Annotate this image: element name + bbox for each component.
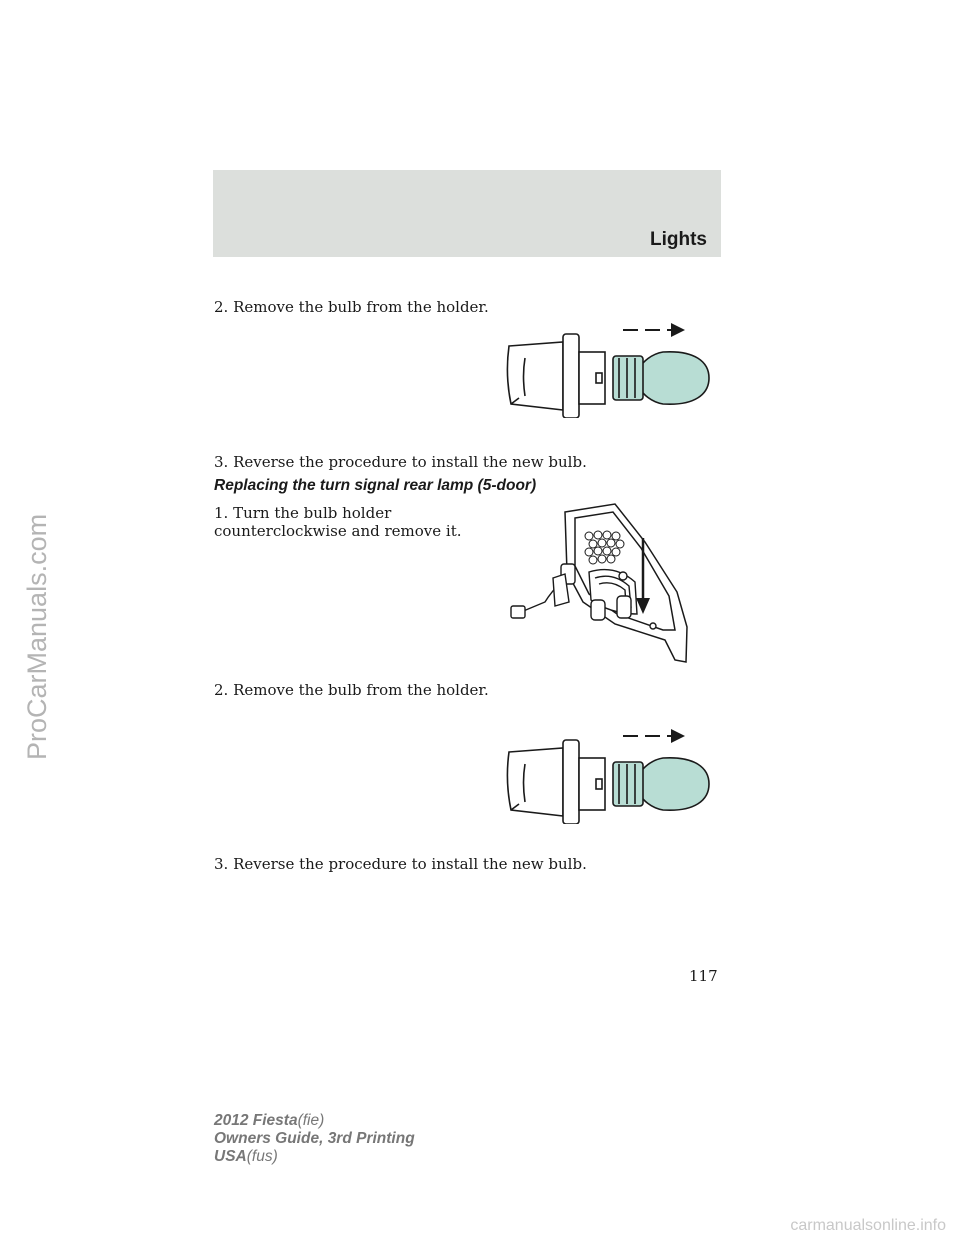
holder-flange bbox=[563, 334, 579, 418]
step-reverse-1: 3. Reverse the procedure to install the new bulb. bbox=[214, 453, 587, 471]
footer-model-code: (fie) bbox=[297, 1112, 325, 1129]
section-title: Lights bbox=[650, 229, 707, 250]
side-watermark: ProCarManuals.com bbox=[22, 513, 52, 760]
step-turn-holder-line1: 1. Turn the bulb holder bbox=[214, 504, 392, 522]
step-remove-bulb-2: 2. Remove the bulb from the holder. bbox=[214, 681, 489, 699]
footer-region: USA bbox=[214, 1148, 247, 1165]
footer-guide: Owners Guide, 3rd Printing bbox=[214, 1130, 415, 1147]
footer-region-code: (fus) bbox=[246, 1148, 278, 1165]
page-number: 117 bbox=[689, 967, 718, 985]
step-turn-holder-line2: counterclockwise and remove it. bbox=[214, 522, 462, 540]
bulb-base bbox=[613, 356, 643, 400]
arrow-head-icon bbox=[671, 323, 685, 337]
holder-flange bbox=[563, 740, 579, 824]
section-heading: Replacing the turn signal rear lamp (5-door) bbox=[214, 477, 537, 494]
arrow-head-icon bbox=[671, 729, 685, 743]
bulb-glass-icon bbox=[639, 758, 709, 810]
document-footer bbox=[214, 1112, 415, 1166]
bulb-removal-figure-1 bbox=[495, 318, 720, 418]
bulb-glass-icon bbox=[639, 352, 709, 404]
bulb-base bbox=[613, 762, 643, 806]
site-watermark: carmanualsonline.info bbox=[790, 1217, 946, 1234]
footer-model: 2012 Fiesta bbox=[214, 1112, 298, 1129]
bulb-removal-figure-2 bbox=[495, 724, 720, 824]
step-reverse-2: 3. Reverse the procedure to install the new bulb. bbox=[214, 855, 587, 873]
step-remove-bulb-1: 2. Remove the bulb from the holder. bbox=[214, 298, 489, 316]
rear-lamp-assembly-figure bbox=[505, 502, 690, 665]
section-header-bar bbox=[213, 170, 721, 257]
